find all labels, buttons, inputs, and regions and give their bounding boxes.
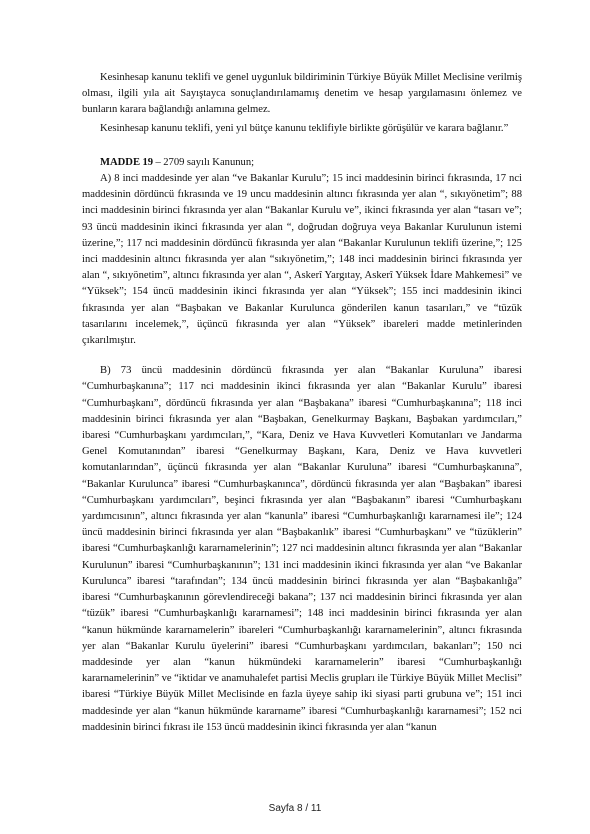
paragraph-kesinhesap-1: Kesinhesap kanunu teklifi ve genel uygunluk bildiriminin Türkiye Büyük Millet Meclisine verilmiş olması, ilgili yıla ait Sayıştayca sonuçlandırılamamış denetim ve hesap yargılamasını önlemez ve bunların karara bağlandığı anlamına gelmez.: [82, 72, 522, 116]
page-number: Sayfa 8 / 11: [268, 803, 322, 814]
paragraph-section-b: B) 73 üncü maddesinin dördüncü fıkrasında yer alan “Bakanlar Kuruluna” ibaresi “Cumhurbaşkanına”; 117 nci maddesinin ikinci fıkrasında yer alan “Bakanlar Kurulu” ibaresi “Cumhurbaşkanı”, dördüncü fıkrasında yer alan “Başbakana” ibaresi “Cumhurbaşkanına”; 118 inci maddesinin birinci fıkrasında yer alan “Başbakan, Genelkurmay Başkanı, Başbakan yardımcıları,” ibaresi “Cumhurbaşkanı yardımcıları,”, “Kara, Deniz ve Hava Kuvvetleri Komutanları ve Jandarma Genel Komutanından” ibaresi “Genelkurmay Başkanı, Kara, Deniz ve Hava kuvvetleri komutanlarından”, üçüncü fıkrasında yer alan “Bakanlar Kuruluna” ibaresi “Cumhurbaşkanına”, “Bakanlar Kurulunca” ibaresi “Cumhurbaşkanınca”, dördüncü fıkrasında yer alan “Başbakan” ibaresi “Cumhurbaşkanı yardımcıları”, beşinci fıkrasında yer alan “Başbakanın” ibaresi “Cumhurbaşkanı yardımcısının”, altıncı fıkrasında yer alan “kanunla” ibaresi “Cumhurbaşkanlığı kararnamesi ile”; 124 üncü maddesinin birinci fıkrasında yer alan “Başbakanlık” ibaresi “Cumhurbaşkanı” ve “tüzüklerin” ibaresi “Cumhurbaşkanlığı kararnamelerinin”; 127 nci maddesinin altıncı fıkrasında yer alan “Bakanlar Kurulunun” ibaresi “Cumhurbaşkanının”; 131 inci maddesinin ikinci fıkrasında yer alan “ve Bakanlar Kurulunca” ibaresi “tarafından”; 134 üncü maddesinin birinci fıkrasında yer alan “Başbakanlığa” ibaresi “Cumhurbaşkanının görevlendireceği bakana”; 137 nci maddesinin birinci fıkrasında yer alan “tüzük” ibaresi “Cumhurbaşkanlığı kararnamesi”; 148 inci maddesinin birinci fıkrasında yer alan “kanun hükmünde kararnamelerin” ibareleri “Cumhurbaşkanlığı kararnamelerinin”, altıncı fıkrasında yer alan “Bakanlar Kurulu üyelerini” ibaresi “Cumhurbaşkanı yardımcıları, bakanları”; 150 nci maddesinde yer alan “kanun hükmündeki kararnamelerin” ibaresi “Cumhurbaşkanlığı kararnamelerinin” ve “iktidar ve anamuhalefet partisi Meclis grupları ile Türkiye Büyük Millet Meclisi” ibaresi “Türkiye Büyük Millet Meclisinde en fazla üyeye sahip iki siyasi parti grubuna ve”; 151 inci maddesinde yer alan “kanun hükmünde kararname” ibaresi “Cumhurbaşkanlığı kararnamesi”; 152 nci maddesinin birinci fıkrası ile 153 üncü maddesinin ikinci fıkrasında yer alan “kanun: [82, 365, 522, 733]
article-heading: [82, 155, 522, 171]
paragraph-section-a: A) 8 inci maddesinde yer alan “ve Bakanlar Kurulu”; 15 inci maddesinin birinci fıkrasında, 17 nci maddesinin dördüncü fıkrasında ve 19 uncu maddesinin altıncı fıkrasında yer alan “, sıkıyönetim”; 88 inci maddesinin birinci fıkrasında yer alan “Bakanlar Kurulu ve”, ikinci fıkrasında yer alan “tasarı ve”; 93 üncü maddesinin ikinci fıkrasında yer alan “, doğrudan doğruya veya Bakanlar Kurulunun istemi üzerine,”; 117 nci maddesinin dördüncü fıkrasında yer alan “Bakanlar Kurulunun teklifi üzerine,”; 125 inci maddesinin altıncı fıkrasında yer alan “sıkıyönetim,”; 148 inci maddesinin birinci fıkrasında yer alan “, sıkıyönetim”, altıncı fıkrasında yer alan “, Askerî Yargıtay, Askerî Yüksek İdare Mahkemesi” ve “Yüksek”; 154 üncü maddesinin ikinci fıkrasında yer alan “Yüksek”; 155 inci maddesinin ikinci fıkrasında yer alan “Başbakan ve Bakanlar Kurulunca gönderilen kanun tasarıları,” ve “tüzük tasarılarını incelemek,”, üçüncü fıkrasında yer alan “Yüksek” ibareleri madde metinlerinden çıkarılmıştır.: [82, 173, 522, 347]
document-page: [82, 70, 522, 736]
article-number: MADDE 19: [100, 156, 154, 168]
paragraph-kesinhesap-2: Kesinhesap kanunu teklifi, yeni yıl bütçe kanunu teklifiyle birlikte görüşülür ve karara bağlanır.”: [100, 122, 509, 134]
article-intro: – 2709 sayılı Kanunun;: [153, 156, 255, 168]
